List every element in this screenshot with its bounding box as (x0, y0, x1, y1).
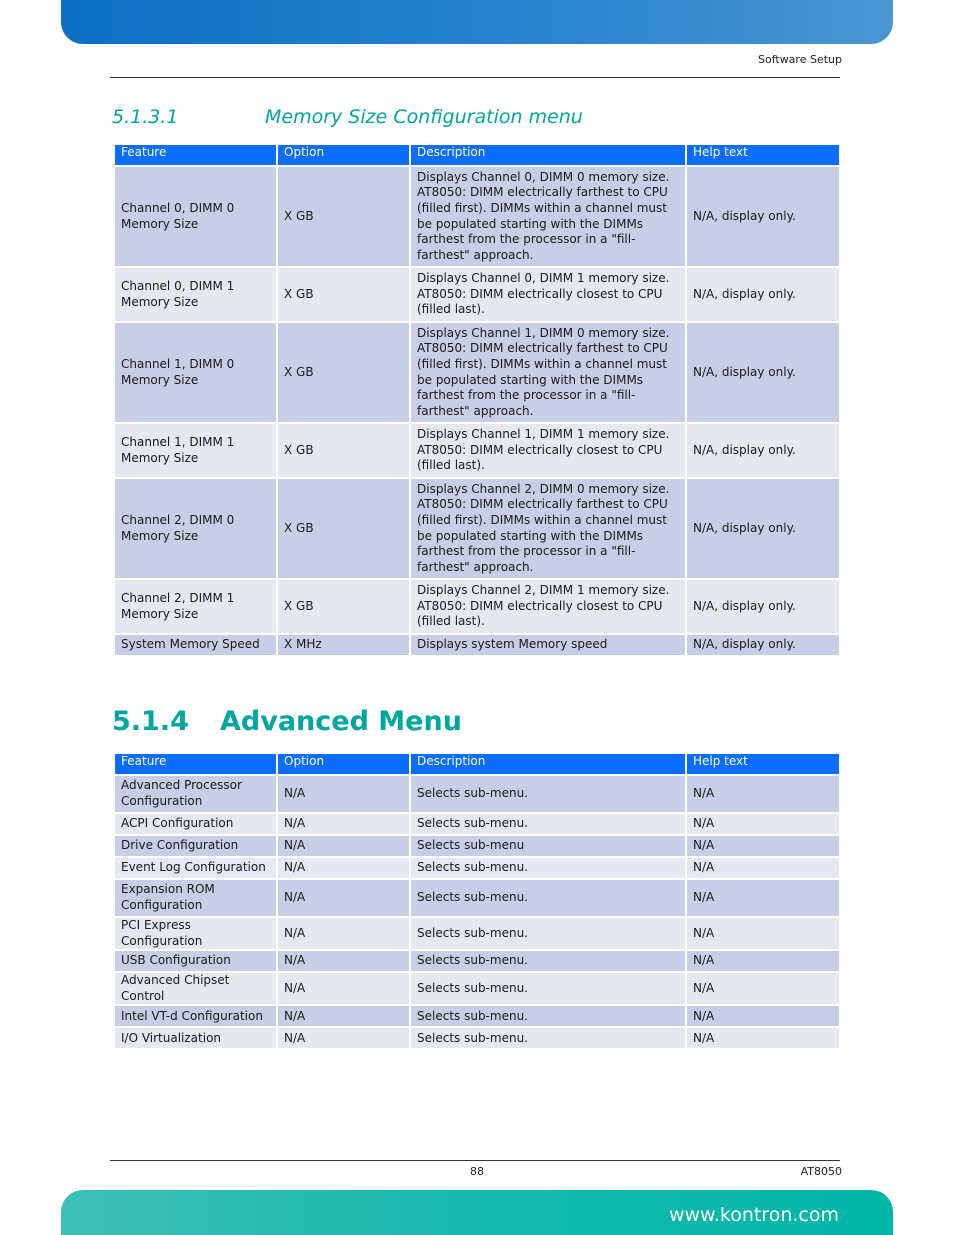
help-text-cell: N/A, display only. (687, 635, 839, 655)
column-header: Description (411, 145, 685, 165)
feature-cell: Advanced Chipset Control (115, 973, 276, 1004)
help-text-cell: N/A (687, 973, 839, 1004)
description-cell: Displays Channel 0, DIMM 0 memory size. AT8050: DIMM electrically farthest to CPU (filled first). DIMMs within a channel must be populated starting with the DIMMs farthest from the processor in a "fill-farthest" approach. (411, 167, 685, 266)
feature-cell: Intel VT-d Configuration (115, 1006, 276, 1026)
help-text-cell: N/A (687, 814, 839, 834)
column-header: Option (278, 754, 409, 774)
option-cell: N/A (278, 951, 409, 971)
feature-cell: Drive Configuration (115, 836, 276, 856)
table-row (115, 1006, 839, 1026)
column-header: Feature (115, 145, 276, 165)
memory-size-table (113, 143, 841, 657)
table-row (115, 776, 839, 812)
description-cell: Selects sub-menu. (411, 951, 685, 971)
description-cell: Selects sub-menu. (411, 1028, 685, 1048)
description-cell: Selects sub-menu. (411, 858, 685, 878)
table-row (115, 836, 839, 856)
table-header-row (115, 145, 839, 165)
description-cell: Selects sub-menu. (411, 1006, 685, 1026)
description-cell: Selects sub-menu. (411, 880, 685, 916)
description-cell: Displays system Memory speed (411, 635, 685, 655)
feature-cell: Event Log Configuration (115, 858, 276, 878)
feature-cell: PCI Express Configuration (115, 918, 276, 949)
subsection-number: 5.1.3.1 (112, 106, 179, 128)
help-text-cell: N/A (687, 880, 839, 916)
option-cell: N/A (278, 814, 409, 834)
feature-cell: System Memory Speed (115, 635, 276, 655)
feature-cell: Channel 2, DIMM 1 Memory Size (115, 580, 276, 633)
help-text-cell: N/A (687, 858, 839, 878)
option-cell: N/A (278, 776, 409, 812)
description-cell: Displays Channel 1, DIMM 0 memory size. AT8050: DIMM electrically farthest to CPU (filled first). DIMMs within a channel must be populated starting with the DIMMs farthest from the processor in a "fill-farthest" approach. (411, 323, 685, 422)
option-cell: N/A (278, 836, 409, 856)
feature-cell: Expansion ROM Configuration (115, 880, 276, 916)
column-header: Help text (687, 145, 839, 165)
table-row (115, 880, 839, 916)
description-cell: Selects sub-menu. (411, 814, 685, 834)
option-cell: X GB (278, 580, 409, 633)
description-cell: Selects sub-menu (411, 836, 685, 856)
header-rule (110, 77, 840, 78)
section-number: 5.1.4 (112, 706, 189, 737)
description-cell: Selects sub-menu. (411, 776, 685, 812)
column-header: Help text (687, 754, 839, 774)
subsection-heading (112, 106, 583, 128)
table-row (115, 1028, 839, 1048)
description-cell: Selects sub-menu. (411, 918, 685, 949)
option-cell: X MHz (278, 635, 409, 655)
section-title: Advanced Menu (220, 706, 462, 737)
column-header: Option (278, 145, 409, 165)
table-row (115, 479, 839, 578)
description-cell: Displays Channel 0, DIMM 1 memory size. AT8050: DIMM electrically closest to CPU (filled last). (411, 268, 685, 321)
help-text-cell: N/A, display only. (687, 580, 839, 633)
option-cell: N/A (278, 880, 409, 916)
table-row (115, 580, 839, 633)
table-row (115, 918, 839, 949)
help-text-cell: N/A (687, 951, 839, 971)
help-text-cell: N/A (687, 836, 839, 856)
option-cell: X GB (278, 479, 409, 578)
table-row (115, 814, 839, 834)
help-text-cell: N/A (687, 918, 839, 949)
table-header-row (115, 754, 839, 774)
feature-cell: Channel 2, DIMM 0 Memory Size (115, 479, 276, 578)
table-row (115, 167, 839, 266)
feature-cell: ACPI Configuration (115, 814, 276, 834)
help-text-cell: N/A (687, 776, 839, 812)
description-cell: Displays Channel 2, DIMM 0 memory size. AT8050: DIMM electrically farthest to CPU (filled first). DIMMs within a channel must be populated starting with the DIMMs farthest from the processor in a "fill-farthest" approach. (411, 479, 685, 578)
option-cell: N/A (278, 973, 409, 1004)
column-header: Feature (115, 754, 276, 774)
option-cell: X GB (278, 424, 409, 477)
feature-cell: I/O Virtualization (115, 1028, 276, 1048)
description-cell: Displays Channel 1, DIMM 1 memory size. AT8050: DIMM electrically closest to CPU (filled last). (411, 424, 685, 477)
help-text-cell: N/A, display only. (687, 268, 839, 321)
help-text-cell: N/A (687, 1028, 839, 1048)
top-banner (61, 0, 893, 44)
table-row (115, 858, 839, 878)
feature-cell: USB Configuration (115, 951, 276, 971)
option-cell: X GB (278, 167, 409, 266)
feature-cell: Advanced Processor Configuration (115, 776, 276, 812)
footer-rule (110, 1160, 840, 1161)
running-header: Software Setup (757, 53, 842, 66)
website-link[interactable]: www.kontron.com (668, 1204, 839, 1226)
option-cell: N/A (278, 1028, 409, 1048)
subsection-title: Memory Size Configuration menu (265, 106, 583, 128)
description-cell: Selects sub-menu. (411, 973, 685, 1004)
description-cell: Displays Channel 2, DIMM 1 memory size. AT8050: DIMM electrically closest to CPU (filled last). (411, 580, 685, 633)
help-text-cell: N/A (687, 1006, 839, 1026)
table-row (115, 951, 839, 971)
bottom-banner (61, 1190, 893, 1235)
page-number: 88 (470, 1165, 484, 1178)
option-cell: N/A (278, 1006, 409, 1026)
table-row (115, 973, 839, 1004)
help-text-cell: N/A, display only. (687, 167, 839, 266)
table-row (115, 635, 839, 655)
option-cell: N/A (278, 858, 409, 878)
section-heading (112, 706, 462, 737)
feature-cell: Channel 0, DIMM 0 Memory Size (115, 167, 276, 266)
product-name: AT8050 (800, 1165, 842, 1178)
help-text-cell: N/A, display only. (687, 424, 839, 477)
option-cell: X GB (278, 268, 409, 321)
help-text-cell: N/A, display only. (687, 479, 839, 578)
option-cell: N/A (278, 918, 409, 949)
table-row (115, 323, 839, 422)
column-header: Description (411, 754, 685, 774)
help-text-cell: N/A, display only. (687, 323, 839, 422)
table-row (115, 268, 839, 321)
advanced-menu-table (113, 752, 841, 1050)
feature-cell: Channel 1, DIMM 1 Memory Size (115, 424, 276, 477)
table-row (115, 424, 839, 477)
feature-cell: Channel 1, DIMM 0 Memory Size (115, 323, 276, 422)
feature-cell: Channel 0, DIMM 1 Memory Size (115, 268, 276, 321)
option-cell: X GB (278, 323, 409, 422)
